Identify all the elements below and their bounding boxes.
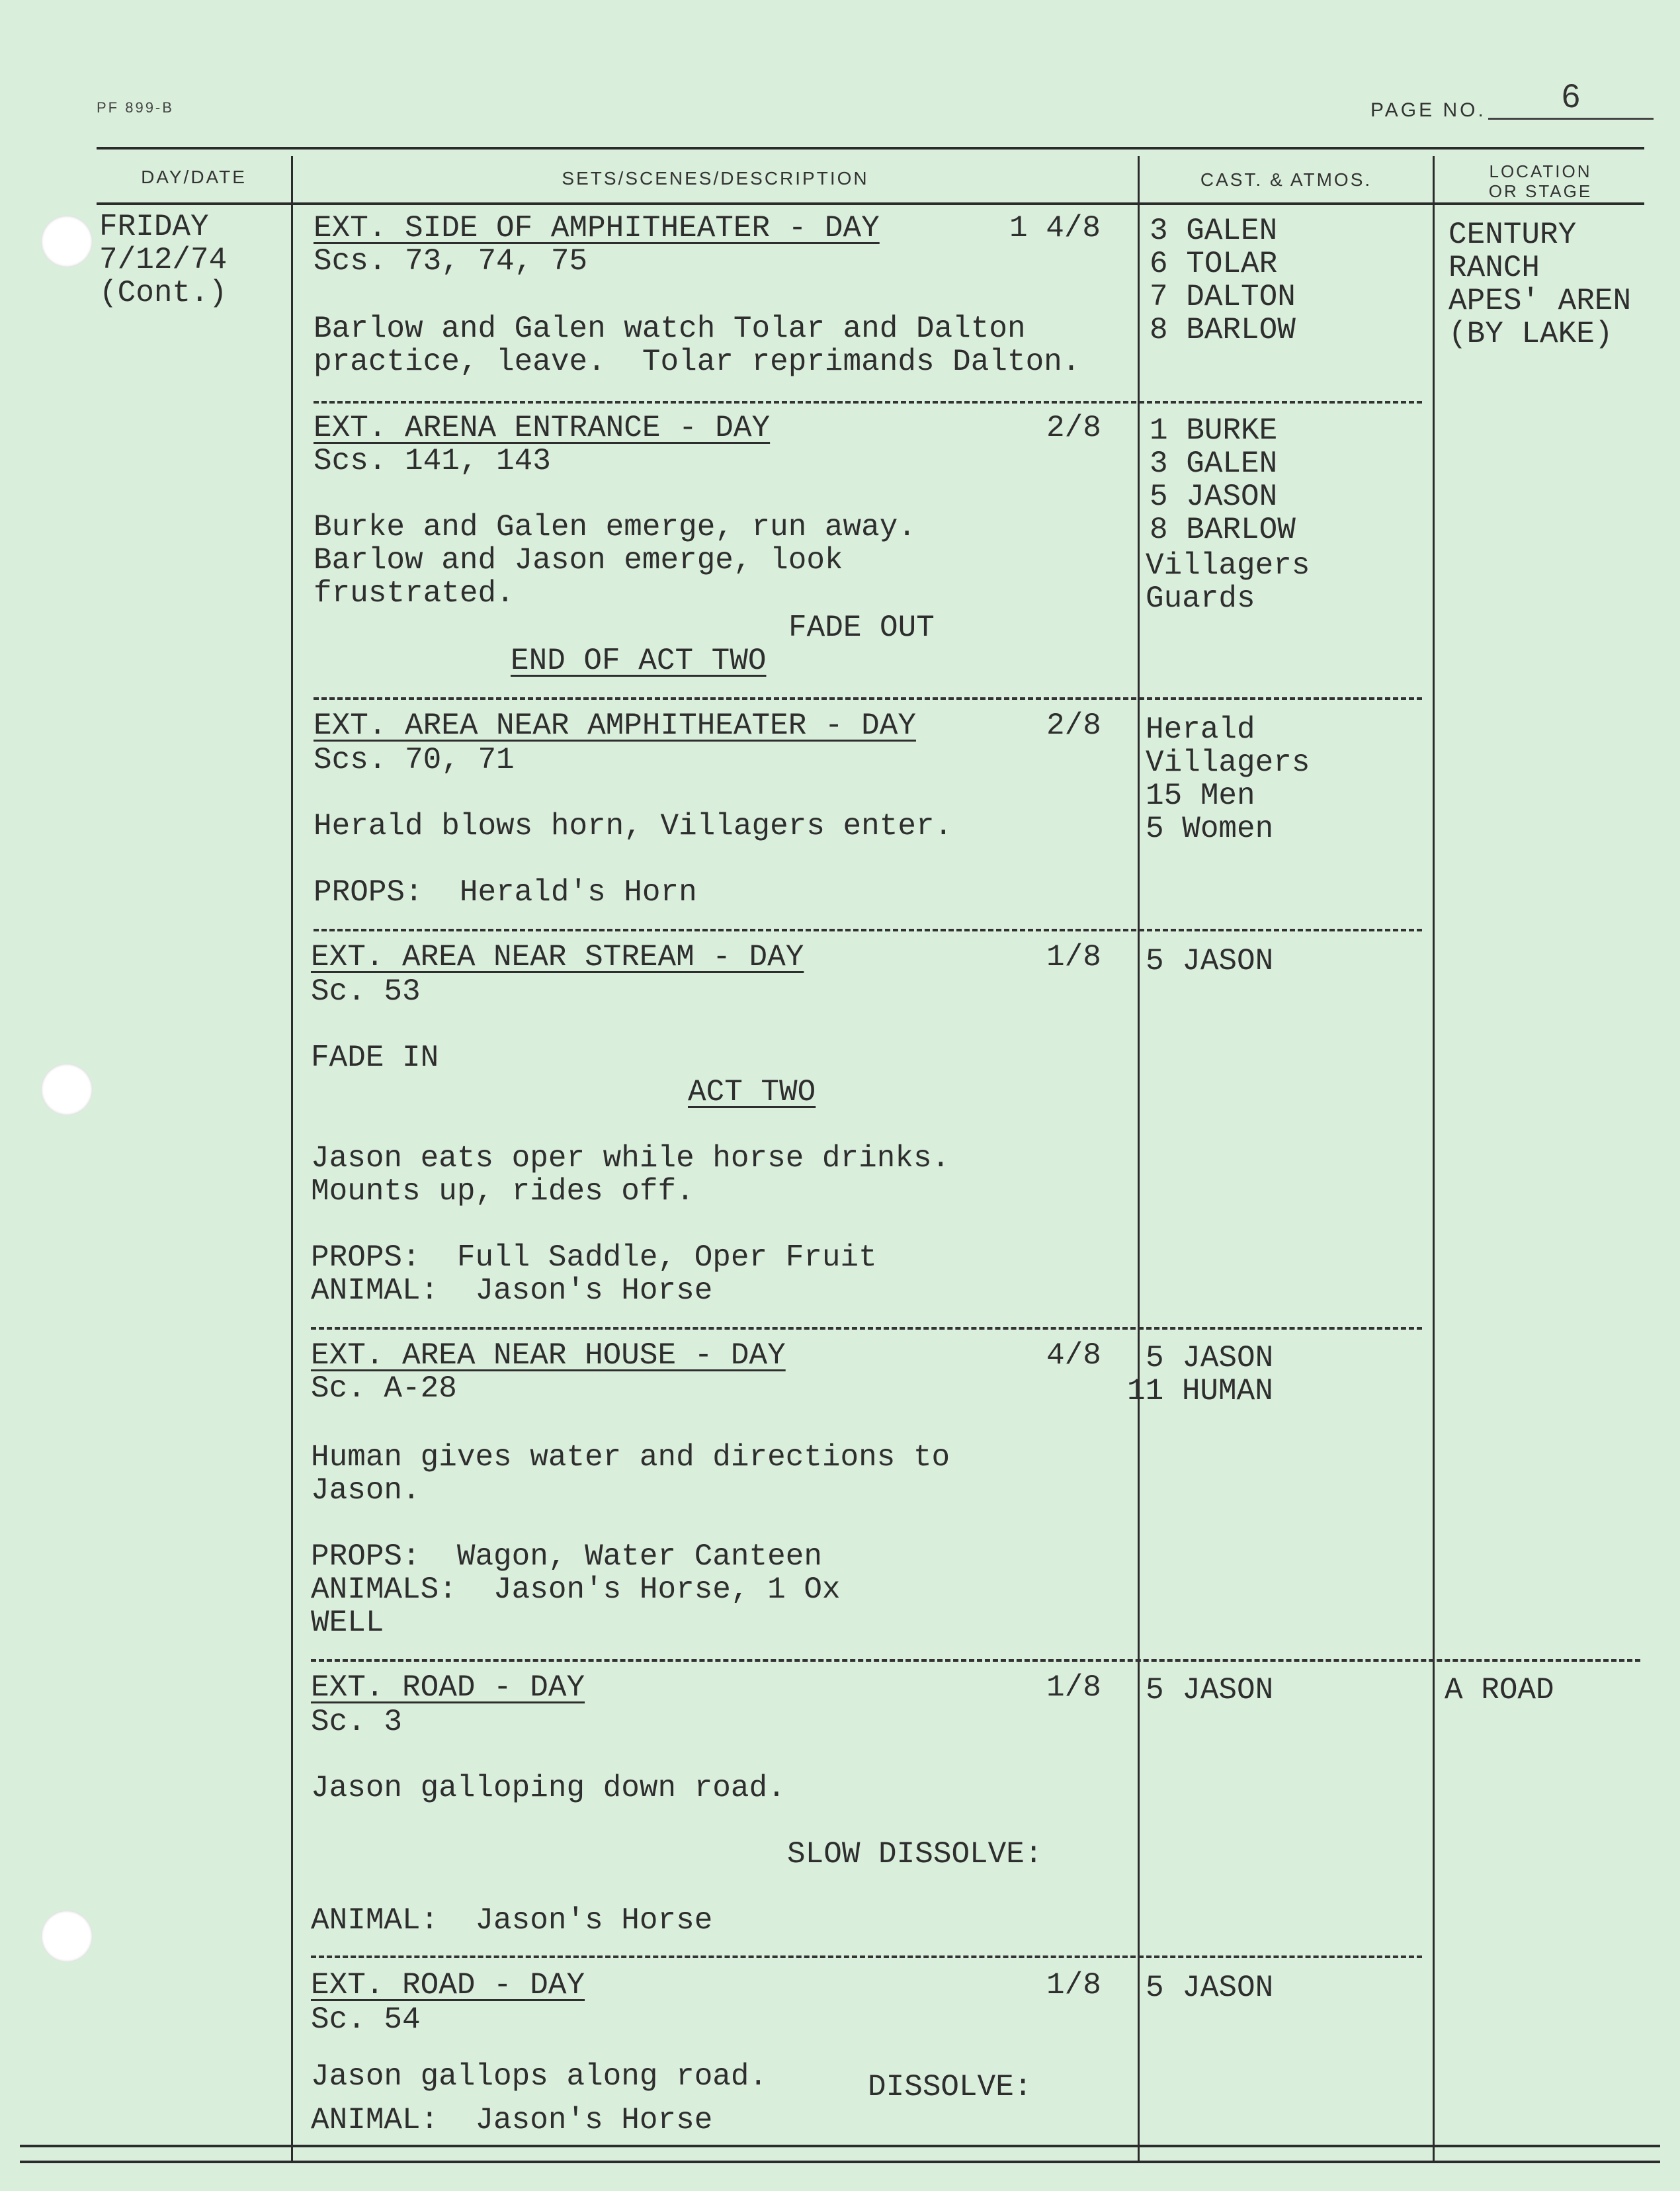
cast-member: 5 JASON xyxy=(1146,1971,1274,2005)
scene-heading: EXT. SIDE OF AMPHITHEATER - DAY xyxy=(314,211,880,245)
cast-member: Villagers xyxy=(1146,746,1310,780)
cast-member: 5 JASON xyxy=(1150,480,1278,514)
column-divider-1 xyxy=(291,156,293,2161)
column-divider-3 xyxy=(1433,156,1435,2161)
scene-heading: EXT. AREA NEAR HOUSE - DAY xyxy=(311,1338,786,1373)
location-line: APES' AREN xyxy=(1449,284,1632,318)
form-id: PF 899-B xyxy=(97,99,174,116)
scene-divider xyxy=(311,1327,1422,1330)
header-bottom-rule xyxy=(97,202,1644,205)
scene-extra: WELL xyxy=(311,1606,384,1640)
cast-member: 6 TOLAR xyxy=(1150,247,1278,281)
scene-heading: EXT. AREA NEAR AMPHITHEATER - DAY xyxy=(314,709,916,743)
cast-member: 5 Women xyxy=(1146,812,1274,846)
scene-transition: SLOW DISSOLVE: xyxy=(787,1837,1043,1871)
cast-member: Herald xyxy=(1146,712,1255,747)
scene-description: Jason. xyxy=(311,1473,421,1508)
scene-numbers: Sc. A-28 xyxy=(311,1371,457,1406)
scene-description: Herald blows horn, Villagers enter. xyxy=(314,809,953,843)
location-line: (BY LAKE) xyxy=(1449,317,1613,351)
scene-pages: 1 4/8 xyxy=(1009,211,1101,245)
location-line: RANCH xyxy=(1449,251,1540,285)
scene-divider xyxy=(314,401,1422,404)
scene-pages: 2/8 xyxy=(1046,411,1101,445)
cast-member: Guards xyxy=(1146,581,1255,616)
date-label: 7/12/74 xyxy=(99,243,228,277)
scene-numbers: Sc. 53 xyxy=(311,974,421,1009)
scene-heading: EXT. ROAD - DAY xyxy=(311,1968,585,2002)
scene-description: Barlow and Galen watch Tolar and Dalton xyxy=(314,312,1026,346)
scene-heading: EXT. AREA NEAR STREAM - DAY xyxy=(311,940,804,974)
header-day-date: DAY/DATE xyxy=(141,167,247,187)
scene-description: Barlow and Jason emerge, look xyxy=(314,543,843,578)
scene-animal: ANIMAL: Jason's Horse xyxy=(311,2103,713,2137)
scene-numbers: Scs. 73, 74, 75 xyxy=(314,244,588,279)
cast-member: 8 BARLOW xyxy=(1150,313,1296,347)
scene-divider xyxy=(314,697,1422,700)
table-bottom-rule-2 xyxy=(20,2161,1660,2163)
cast-member: 3 GALEN xyxy=(1150,447,1278,481)
scene-animal: ANIMAL: Jason's Horse xyxy=(311,1903,713,1938)
scene-description: Jason eats oper while horse drinks. xyxy=(311,1141,950,1176)
scene-description: Human gives water and directions to xyxy=(311,1440,950,1475)
scene-pages: 2/8 xyxy=(1046,709,1101,743)
page-number: 6 xyxy=(1488,74,1654,120)
location-road: A ROAD xyxy=(1445,1673,1554,1707)
scene-props: PROPS: Herald's Horn xyxy=(314,875,697,910)
scene-divider xyxy=(314,929,1422,931)
scene-divider xyxy=(311,1659,1640,1662)
scene-divider xyxy=(311,1955,1422,1958)
scene-transition: FADE OUT xyxy=(788,611,935,645)
column-divider-2 xyxy=(1138,156,1140,2161)
scene-pages: 1/8 xyxy=(1046,1968,1101,2002)
scene-pages: 1/8 xyxy=(1046,940,1101,974)
scene-animal: ANIMAL: Jason's Horse xyxy=(311,1273,713,1308)
location-line: CENTURY xyxy=(1449,218,1577,252)
cast-member: 5 JASON xyxy=(1146,1341,1274,1375)
scene-heading: EXT. ROAD - DAY xyxy=(311,1670,585,1705)
scene-description: Mounts up, rides off. xyxy=(311,1174,694,1209)
header-sets: SETS/SCENES/DESCRIPTION xyxy=(562,168,869,189)
binder-hole-middle xyxy=(41,1064,93,1115)
act-marker: ACT TWO xyxy=(688,1075,816,1109)
cast-member: 3 GALEN xyxy=(1150,214,1278,248)
scene-pages: 1/8 xyxy=(1046,1670,1101,1705)
scene-description: practice, leave. Tolar reprimands Dalton. xyxy=(314,345,1081,379)
cast-member: 5 JASON xyxy=(1146,944,1274,978)
continued-label: (Cont.) xyxy=(99,276,228,310)
scene-props: PROPS: Wagon, Water Canteen xyxy=(311,1539,822,1574)
table-top-rule xyxy=(97,147,1644,150)
page-number-label: PAGE NO. xyxy=(1370,99,1486,121)
cast-member: 15 Men xyxy=(1146,779,1255,813)
scene-transition: DISSOLVE: xyxy=(868,2070,1032,2104)
cast-member: 7 DALTON xyxy=(1150,280,1296,314)
scene-numbers: Sc. 54 xyxy=(311,2002,421,2037)
header-cast: CAST. & ATMOS. xyxy=(1200,169,1372,190)
scene-numbers: Scs. 70, 71 xyxy=(314,743,515,777)
header-location-1: LOCATION xyxy=(1489,161,1592,181)
cast-member: 8 BARLOW xyxy=(1150,513,1296,547)
scene-props: PROPS: Full Saddle, Oper Fruit xyxy=(311,1240,877,1275)
day-label: FRIDAY xyxy=(99,210,209,244)
scene-description: frustrated. xyxy=(314,576,515,611)
scene-pages: 4/8 xyxy=(1046,1338,1101,1373)
scene-heading: EXT. ARENA ENTRANCE - DAY xyxy=(314,411,771,445)
cast-member: 5 JASON xyxy=(1146,1673,1274,1707)
scene-description: Burke and Galen emerge, run away. xyxy=(314,510,916,544)
cast-member: Villagers xyxy=(1146,548,1310,583)
cast-member: 1 BURKE xyxy=(1150,413,1278,448)
cast-member: 11 HUMAN xyxy=(1127,1374,1273,1408)
header-location-2: OR STAGE xyxy=(1488,181,1593,201)
scene-numbers: Sc. 3 xyxy=(311,1705,403,1739)
scene-animal: ANIMALS: Jason's Horse, 1 Ox xyxy=(311,1572,841,1607)
scene-description: Jason galloping down road. xyxy=(311,1771,786,1805)
binder-hole-bottom xyxy=(41,1911,93,1962)
fade-in: FADE IN xyxy=(311,1041,439,1075)
table-bottom-rule-1 xyxy=(20,2145,1660,2147)
act-marker: END OF ACT TWO xyxy=(511,644,767,678)
scene-description: Jason gallops along road. xyxy=(311,2059,768,2094)
scene-numbers: Scs. 141, 143 xyxy=(314,444,551,478)
binder-hole-top xyxy=(41,216,93,267)
